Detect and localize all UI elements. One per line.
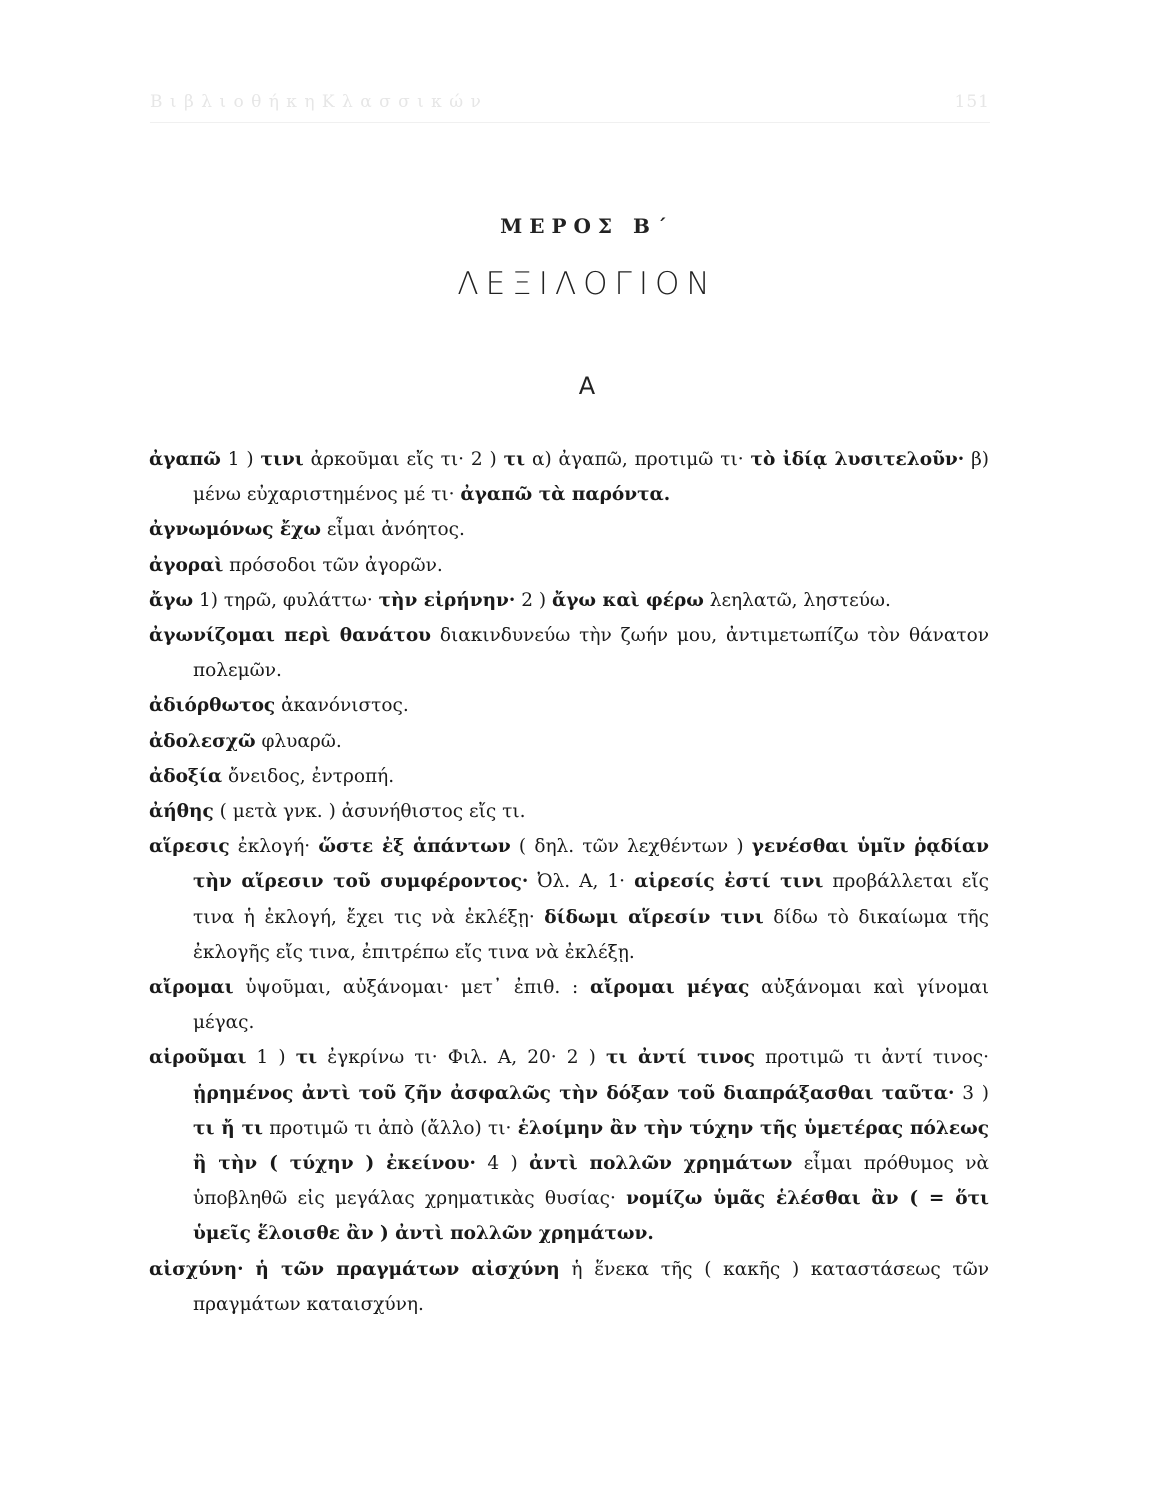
lexicon-entry — [149, 688, 989, 723]
entry-bold-text: τι — [503, 449, 526, 470]
entry-bold-text: δίδωμι αἵρεσίν τινι — [544, 906, 764, 928]
lexicon-entry — [149, 829, 989, 970]
lexicon-entry — [149, 794, 989, 829]
entry-text: α) ἀγαπῶ, προτιμῶ τι· — [525, 449, 751, 470]
entry-text: προτιμῶ τι ἀντί τινος· — [755, 1047, 989, 1069]
entry-text: ἀρκοῦμαι εἴς τι· 2 ) — [303, 449, 504, 470]
entry-text: εἶμαι ἀνόητος. — [320, 519, 465, 541]
lexicon-entry — [149, 548, 989, 583]
entry-bold-text: αἴρομαι μέγας — [590, 977, 750, 999]
entry-bold-text: νομίζω ὑμᾶς ἑλέσθαι ἂν ( = ὅτι ὑμεῖς ἕλοισθε ἂν ) ἀντὶ πολλῶν χρημάτων. — [193, 1188, 989, 1245]
entry-text: ἐγκρίνω τι· Φιλ. Α, 20· 2 ) — [317, 1047, 606, 1069]
entry-text: 1) τηρῶ, φυλάττω· — [193, 589, 379, 611]
faint-page-number: 151 — [954, 92, 990, 112]
faint-header-text: Β ι β λ ι ο θ ή κ η Κ λ α σ σ ι κ ώ ν — [150, 92, 482, 112]
entry-bold-text: ὥστε ἐξ ἁπάντων — [318, 836, 511, 858]
lexicon-entry — [149, 1252, 989, 1322]
entry-bold-text: ἀήθης — [149, 801, 214, 823]
entry-text: προβάλλεται εἴς τινα ἡ ἐκλογή, ἔχει τις νὰ ἐκλέξῃ· — [193, 871, 990, 928]
entry-text: ( δηλ. τῶν λεχθέντων ) — [510, 836, 752, 858]
faint-running-header — [150, 92, 990, 123]
entry-text: εἶμαι πρόθυμος νὰ ὑποβληθῶ εἰς μεγάλας χρηματικὰς θυσίας· — [193, 1153, 989, 1210]
entry-text: β) μένω εὐχαριστημένος μέ τι· — [193, 449, 990, 506]
entry-text: 1 ) — [220, 449, 261, 470]
entry-bold-text: αἰσχύνη· — [149, 1258, 244, 1280]
lexicon-entry — [149, 442, 989, 512]
entry-text: 3 ) — [954, 1082, 989, 1104]
entry-text: φλυαρῶ. — [255, 730, 342, 752]
letter-heading: Α — [578, 372, 596, 400]
entry-text: ὄνειδος, ἐντροπή. — [222, 765, 395, 787]
entry-bold-text: γενέσθαι ὑμῖν ῥᾳδίαν τὴν αἵρεσιν τοῦ συμφέροντος· — [193, 836, 989, 893]
entry-bold-text: τι ἤ τι — [193, 1117, 263, 1139]
lexicon-title: ΛΕΞΙΛΟΓΙΟΝ — [457, 266, 717, 302]
entry-bold-text: τι ἀντί τινος — [605, 1047, 755, 1069]
entry-bold-text: ἀδιόρθωτος — [149, 695, 276, 717]
entry-text: διακινδυνεύω τὴν ζωήν μου, ἀντιμετωπίζω τὸν θάνατον πολεμῶν. — [193, 625, 989, 682]
entry-bold-text: τὴν εἰρήνην· — [378, 589, 516, 611]
entry-bold-text: ἀγνωμόνως ἔχω — [149, 519, 321, 541]
entry-text: πρόσοδοι τῶν ἀγορῶν. — [223, 554, 443, 576]
lexicon-entry — [149, 970, 989, 1040]
entry-text: ἀκανόνιστος. — [275, 695, 409, 717]
entry-text: ὑψοῦμαι, αὐξάνομαι· μετ᾽ ἐπιθ. : — [233, 977, 590, 999]
lexicon-entry — [149, 1040, 989, 1251]
part-title: ΜΕΡΟΣ Β΄ — [500, 214, 674, 238]
entry-text: προτιμῶ τι ἀπὸ (ἄλλο) τι· — [262, 1117, 518, 1139]
lexicon-entries — [149, 442, 989, 1322]
entry-bold-text: ἀδολεσχῶ — [149, 730, 256, 752]
entry-bold-text: αἱρεσίς ἐστί τινι — [634, 871, 824, 893]
entry-bold-text: ἀγοραὶ — [149, 554, 224, 576]
entry-bold-text: ἀγαπῶ τὰ παρόντα. — [460, 484, 671, 506]
entry-text: δίδω τὸ δικαίωμα τῆς ἐκλογῆς εἴς τινα, ἐπιτρέπω εἴς τινα νὰ ἐκλέξῃ. — [193, 906, 989, 963]
entry-bold-text: ἡ τῶν πραγμάτων αἰσχύνη — [255, 1258, 560, 1280]
entry-text: λεηλατῶ, ληστεύω. — [703, 589, 891, 611]
entry-bold-text: ἀγωνίζομαι περὶ θανάτου — [149, 625, 431, 647]
lexicon-entry — [149, 618, 989, 688]
entry-bold-text: αἴρομαι — [149, 977, 234, 999]
entry-text: Ὀλ. Α, 1· — [528, 871, 635, 893]
entry-bold-text: ἄγω — [149, 589, 194, 611]
lexicon-entry — [149, 512, 989, 547]
entry-bold-text: ἄγω καὶ φέρω — [551, 589, 704, 611]
entry-bold-text: ἑλοίμην ἂν τὴν τύχην τῆς ὑμετέρας πόλεως ἢ τὴν ( τύχην ) ἐκείνου· — [193, 1117, 989, 1175]
entry-text: 4 ) — [475, 1153, 530, 1175]
entry-bold-text: τὸ ἰδίᾳ λυσιτελοῦν· — [750, 449, 965, 470]
lexicon-entry — [149, 759, 989, 794]
lexicon-entry — [149, 583, 989, 618]
entry-text: αὐξάνομαι καὶ γίνομαι μέγας. — [193, 977, 989, 1034]
entry-bold-text: αἱροῦμαι — [149, 1047, 247, 1069]
entry-text: 2 ) — [515, 589, 552, 611]
entry-bold-text: αἵρεσις — [149, 836, 230, 858]
entry-text: 1 ) — [246, 1047, 296, 1069]
entry-bold-text: ᾑρημένος ἀντὶ τοῦ ζῆν ἀσφαλῶς τὴν δόξαν τοῦ διαπράξασθαι ταῦτα· — [193, 1082, 955, 1104]
entry-bold-text: ἀντὶ πολλῶν χρημάτων — [529, 1153, 793, 1175]
entry-bold-text: τινι — [260, 449, 304, 470]
entry-text: ( μετὰ γνκ. ) ἀσυνήθιστος εἴς τι. — [213, 801, 526, 823]
entry-text — [244, 1259, 256, 1280]
entry-bold-text: ἀγαπῶ — [149, 449, 221, 470]
entry-bold-text: ἀδοξία — [149, 765, 223, 787]
entry-text: ἡ ἕνεκα τῆς ( κακῆς ) καταστάσεως τῶν πραγμάτων καταισχύνη. — [193, 1258, 990, 1315]
entry-text: ἐκλογή· — [229, 836, 319, 858]
entry-bold-text: τι — [295, 1047, 318, 1069]
lexicon-entry — [149, 724, 989, 759]
